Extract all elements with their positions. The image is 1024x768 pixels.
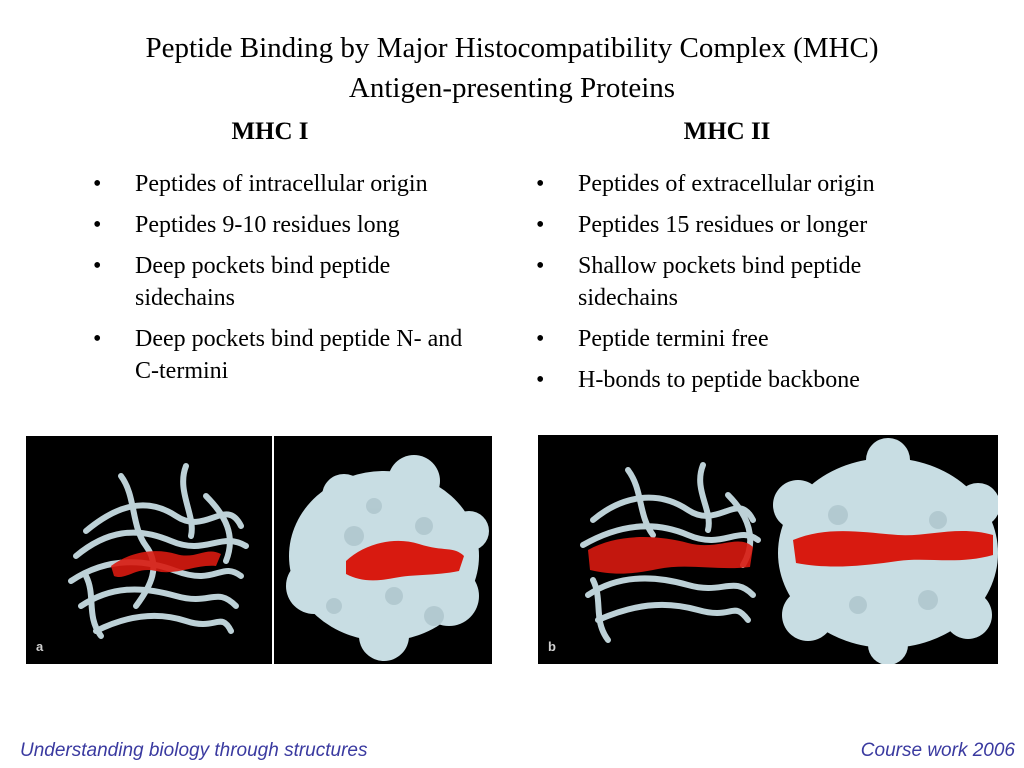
footer-left-text: Understanding biology through structures — [20, 740, 368, 761]
list-item: • Peptide termini free — [533, 323, 953, 355]
figure-label-a: a — [36, 639, 44, 654]
bullet-icon: • — [93, 171, 102, 197]
list-item: • Peptides of intracellular origin — [90, 168, 490, 200]
bullet-icon: • — [93, 212, 102, 238]
list-item: • Peptides of extracellular origin — [533, 168, 953, 200]
bullet-icon: • — [536, 367, 545, 393]
mhc-ii-structure-image — [538, 435, 998, 664]
mhc-ii-heading: MHC II — [683, 118, 771, 145]
mhc-i-bullet-list — [90, 168, 490, 396]
mhc-i-ribbon-figure — [26, 436, 272, 664]
bullet-icon: • — [93, 326, 102, 352]
bullet-icon: • — [536, 253, 545, 279]
ribbon-structure-image — [26, 436, 272, 664]
footer-right-text: Course work 2006 — [860, 740, 1015, 761]
slide-title — [0, 28, 1024, 108]
list-item: • Deep pockets bind peptide N- and C-termini — [90, 323, 490, 387]
title-line-1: Peptide Binding by Major Histocompatibility Complex (MHC) — [145, 32, 879, 64]
list-item: • Shallow pockets bind peptide sidechains — [533, 250, 953, 314]
bullet-icon: • — [536, 326, 545, 352]
figure-label-b: b — [548, 639, 556, 654]
bullet-icon: • — [536, 212, 545, 238]
list-item: • Peptides 9-10 residues long — [90, 209, 490, 241]
list-item: • Peptides 15 residues or longer — [533, 209, 953, 241]
bullet-icon: • — [536, 171, 545, 197]
mhc-ii-structure-figure — [538, 435, 998, 664]
mhc-i-heading: MHC I — [231, 118, 309, 145]
mhc-ii-bullet-list — [533, 168, 953, 405]
list-item: • Deep pockets bind peptide sidechains — [90, 250, 490, 314]
title-line-2: Antigen-presenting Proteins — [348, 72, 676, 104]
list-item: • H-bonds to peptide backbone — [533, 364, 953, 396]
surface-structure-image — [274, 436, 492, 664]
bullet-icon: • — [93, 253, 102, 279]
mhc-i-surface-figure — [274, 436, 492, 664]
peptide-shape — [588, 537, 753, 574]
